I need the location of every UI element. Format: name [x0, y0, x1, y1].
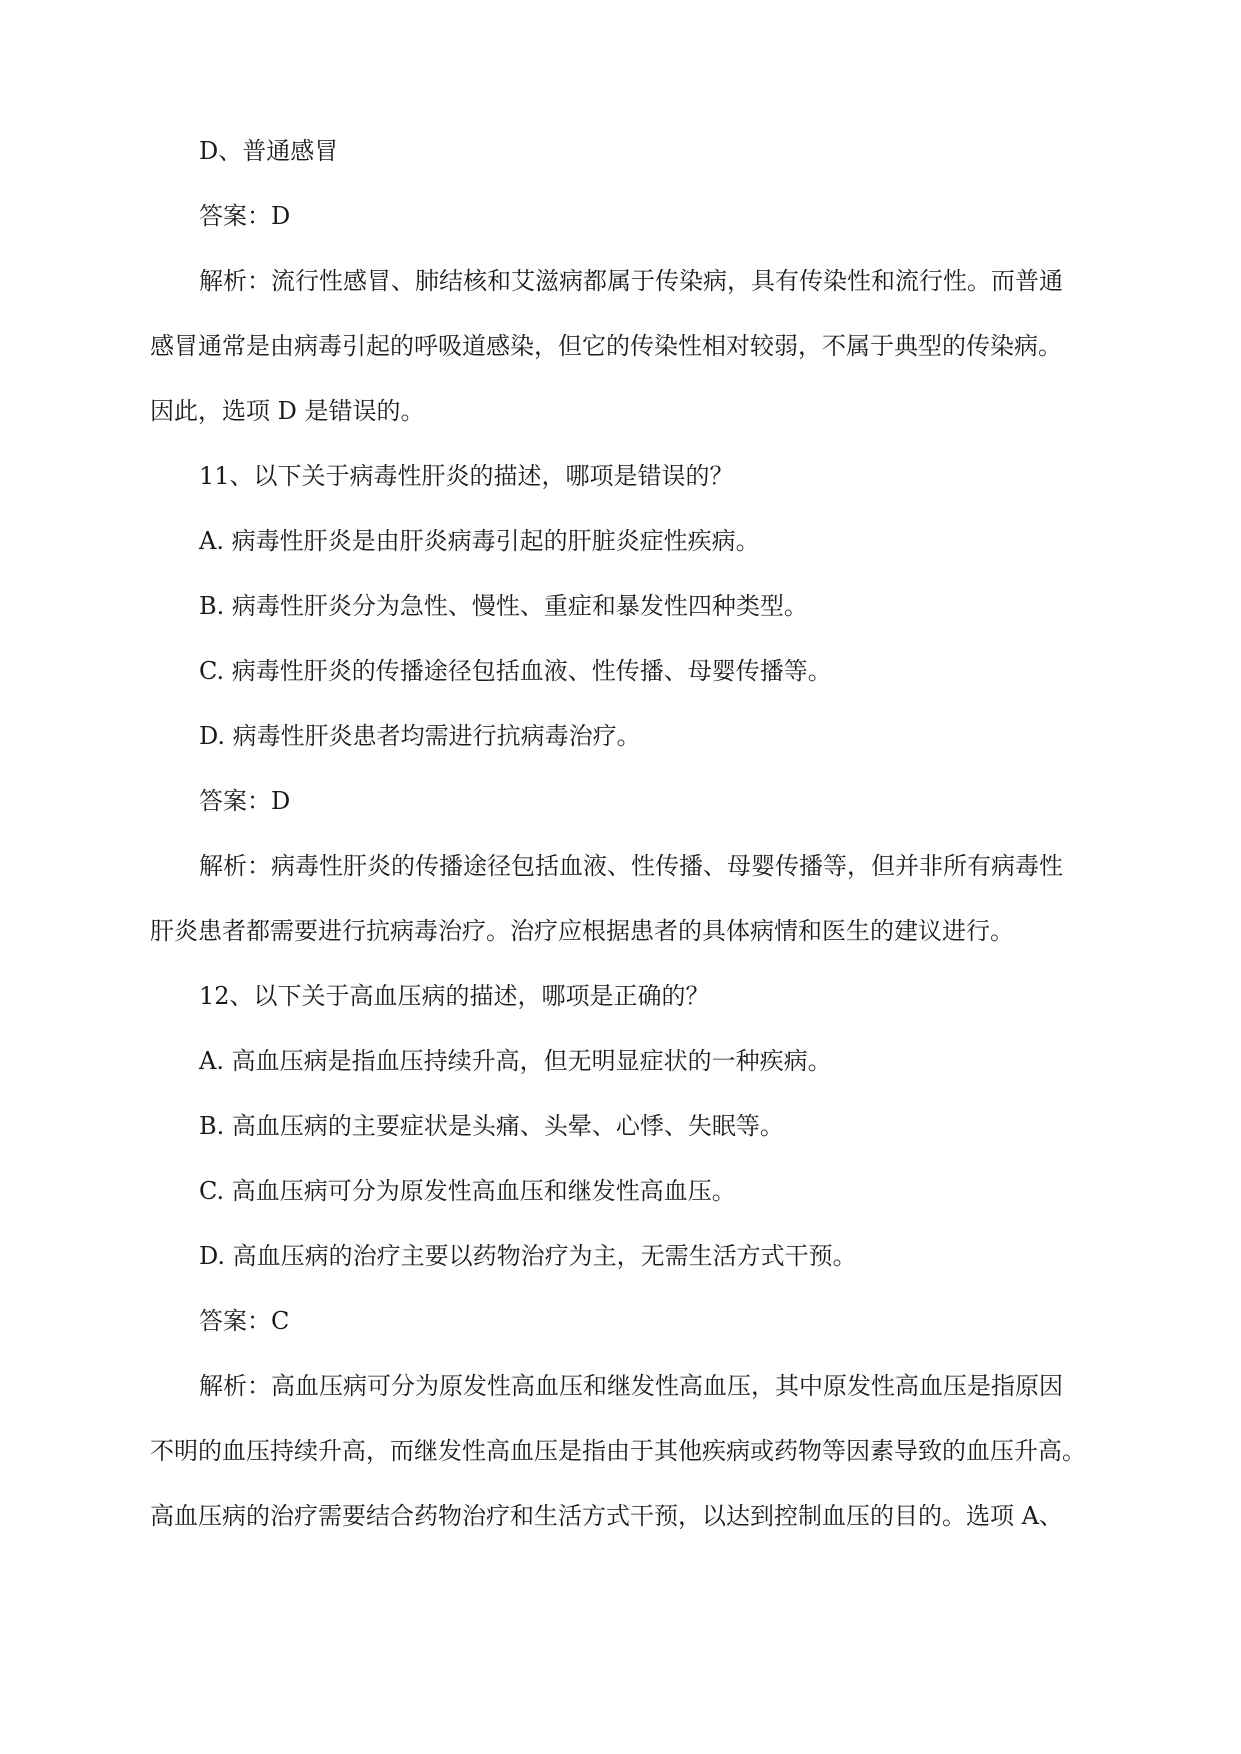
q11-answer: 答案：D [199, 787, 291, 815]
q11-question: 11、以下关于病毒性肝炎的描述，哪项是错误的？ [199, 462, 734, 490]
q12-option-b: B. 高血压病的主要症状是头痛、头晕、心悸、失眠等。 [199, 1112, 784, 1140]
q10-analysis-line-2: 感冒通常是由病毒引起的呼吸道感染，但它的传染性相对较弱，不属于典型的传染病。 [150, 332, 1062, 360]
q11-option-c: C. 病毒性肝炎的传播途径包括血液、性传播、母婴传播等。 [199, 657, 832, 685]
q10-analysis-line-3: 因此，选项 D 是错误的。 [150, 397, 425, 425]
q11-option-d: D. 病毒性肝炎患者均需进行抗病毒治疗。 [199, 722, 641, 750]
q10-answer: 答案：D [199, 202, 291, 230]
q11-option-b: B. 病毒性肝炎分为急性、慢性、重症和暴发性四种类型。 [199, 592, 808, 620]
q11-analysis-line-2: 肝炎患者都需要进行抗病毒治疗。治疗应根据患者的具体病情和医生的建议进行。 [150, 917, 1014, 945]
q12-option-d: D. 高血压病的治疗主要以药物治疗为主，无需生活方式干预。 [199, 1242, 857, 1270]
q12-analysis-line-2: 不明的血压持续升高，而继发性高血压是指由于其他疾病或药物等因素导致的血压升高。 [150, 1437, 1086, 1465]
q12-option-c: C. 高血压病可分为原发性高血压和继发性高血压。 [199, 1177, 736, 1205]
q11-option-a: A. 病毒性肝炎是由肝炎病毒引起的肝脏炎症性疾病。 [199, 527, 760, 555]
q12-analysis-line-1: 解析：高血压病可分为原发性高血压和继发性高血压，其中原发性高血压是指原因 [199, 1372, 1063, 1400]
q12-question: 12、以下关于高血压病的描述，哪项是正确的？ [199, 982, 710, 1010]
q12-option-a: A. 高血压病是指血压持续升高，但无明显症状的一种疾病。 [199, 1047, 832, 1075]
document-page [150, 134, 1110, 1564]
q12-answer: 答案：C [199, 1307, 290, 1335]
q10-analysis-line-1: 解析：流行性感冒、肺结核和艾滋病都属于传染病，具有传染性和流行性。而普通 [199, 267, 1063, 295]
q10-option-d: D、普通感冒 [199, 137, 339, 165]
q12-analysis-line-3: 高血压病的治疗需要结合药物治疗和生活方式干预，以达到控制血压的目的。选项 A、 [150, 1502, 1063, 1530]
q11-analysis-line-1: 解析：病毒性肝炎的传播途径包括血液、性传播、母婴传播等，但并非所有病毒性 [199, 852, 1063, 880]
